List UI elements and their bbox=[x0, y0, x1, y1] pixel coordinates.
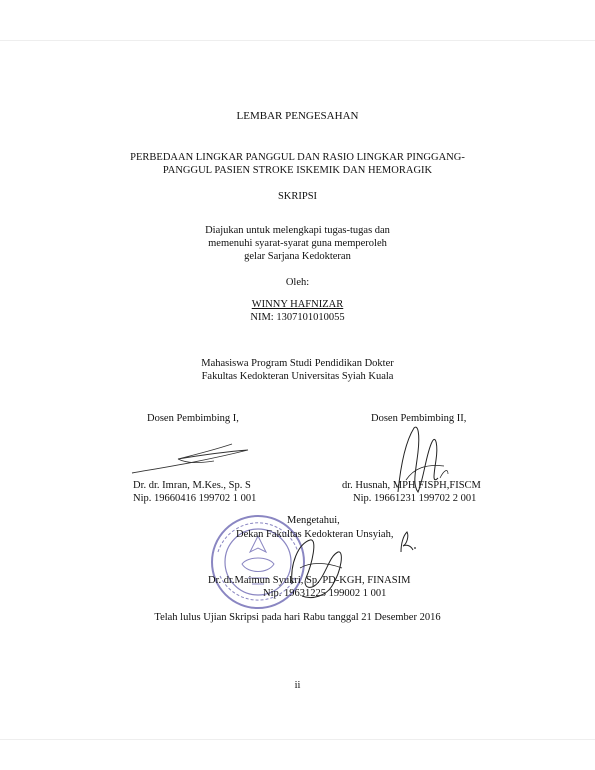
student-name-text: WINNY HAFNIZAR bbox=[251, 299, 344, 310]
supervisor-2-name: dr. Husnah, MPH FISPH,FISCM bbox=[342, 480, 481, 491]
supervisor-1-nip: Nip. 19660416 199702 1 001 bbox=[133, 493, 257, 504]
page-number: ii bbox=[294, 680, 301, 691]
page-edge-top bbox=[0, 40, 595, 41]
approval-position: Dekan Fakultas Kedokteran Unsyiah, bbox=[236, 529, 394, 540]
affiliation-line-2: Fakultas Kedokteran Universitas Syiah Kuala bbox=[201, 371, 394, 382]
student-name bbox=[0, 298, 595, 311]
supervisor-2-role: Dosen Pembimbing II, bbox=[371, 413, 467, 424]
supervisor-1-name: Dr. dr. Imran, M.Kes., Sp. S bbox=[133, 480, 251, 491]
affiliation-line-1: Mahasiswa Program Studi Pendidikan Dokter bbox=[201, 358, 394, 369]
supervisor-1-role: Dosen Pembimbing I, bbox=[147, 413, 239, 424]
exam-statement: Telah lulus Ujian Skripsi pada hari Rabu tanggal 21 Desember 2016 bbox=[154, 612, 441, 623]
thesis-title-line-1: PERBEDAAN LINGKAR PANGGUL DAN RASIO LINGKAR PINGGANG- bbox=[130, 152, 465, 163]
approval-name: Dr. dr.Maimun Syukri, Sp. PD-KGH, FINASIM bbox=[208, 575, 411, 586]
page-heading: LEMBAR PENGESAHAN bbox=[236, 110, 359, 122]
purpose-line-1: Diajukan untuk melengkapi tugas-tugas dan bbox=[205, 225, 390, 236]
approval-nip: Nip. 19631225 199002 1 001 bbox=[263, 588, 387, 599]
supervisor-2-nip: Nip. 19661231 199702 2 001 bbox=[353, 493, 477, 504]
page-edge-bottom bbox=[0, 739, 595, 740]
dean-initial-mark bbox=[395, 530, 417, 554]
thesis-title-line-2: PANGGUL PASIEN STROKE ISKEMIK DAN HEMORAGIK bbox=[162, 165, 433, 176]
by-label: Oleh: bbox=[285, 277, 310, 288]
purpose-line-2: memenuhi syarat-syarat guna memperoleh bbox=[208, 238, 387, 249]
supervisor-1-signature bbox=[130, 440, 270, 476]
approval-label: Mengetahui, bbox=[287, 515, 340, 526]
document-type: SKRIPSI bbox=[277, 191, 318, 202]
student-nim: NIM: 1307101010055 bbox=[250, 312, 345, 323]
purpose-line-3: gelar Sarjana Kedokteran bbox=[244, 251, 351, 262]
